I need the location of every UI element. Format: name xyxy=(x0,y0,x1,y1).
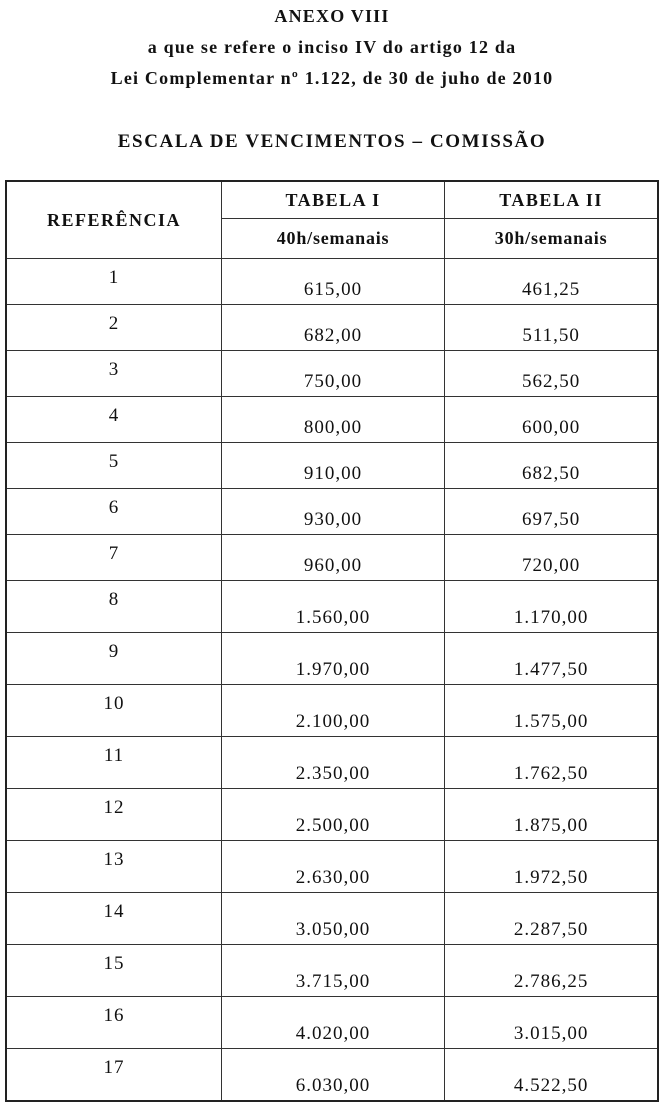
cell-tabela-i: 2.500,00 xyxy=(221,789,444,841)
header-tabela-ii: TABELA II xyxy=(445,181,658,219)
cell-tabela-ii: 511,50 xyxy=(445,305,658,351)
cell-tabela-ii: 2.786,25 xyxy=(445,945,658,997)
cell-referencia: 17 xyxy=(6,1049,221,1102)
table-row xyxy=(6,997,658,1049)
cell-referencia: 3 xyxy=(6,351,221,397)
cell-tabela-i: 800,00 xyxy=(221,397,444,443)
cell-referencia: 11 xyxy=(6,737,221,789)
cell-tabela-i: 2.100,00 xyxy=(221,685,444,737)
cell-tabela-ii: 1.972,50 xyxy=(445,841,658,893)
table-row xyxy=(6,841,658,893)
cell-referencia: 16 xyxy=(6,997,221,1049)
cell-referencia: 15 xyxy=(6,945,221,997)
cell-tabela-i: 960,00 xyxy=(221,535,444,581)
scale-title: ESCALA DE VENCIMENTOS – COMISSÃO xyxy=(117,131,547,152)
cell-referencia: 6 xyxy=(6,489,221,535)
cell-tabela-i: 2.630,00 xyxy=(221,841,444,893)
cell-tabela-i: 1.970,00 xyxy=(221,633,444,685)
salary-scale-table xyxy=(5,180,659,1102)
cell-tabela-ii: 461,25 xyxy=(445,259,658,305)
cell-referencia: 5 xyxy=(6,443,221,489)
cell-referencia: 2 xyxy=(6,305,221,351)
table-header-row xyxy=(6,181,658,219)
cell-tabela-i: 4.020,00 xyxy=(221,997,444,1049)
table-row xyxy=(6,945,658,997)
table-row xyxy=(6,305,658,351)
cell-tabela-i: 750,00 xyxy=(221,351,444,397)
table-row xyxy=(6,397,658,443)
annex-title: ANEXO VIII xyxy=(274,6,390,26)
cell-tabela-i: 2.350,00 xyxy=(221,737,444,789)
cell-tabela-ii: 720,00 xyxy=(445,535,658,581)
cell-referencia: 9 xyxy=(6,633,221,685)
header-tabela-i-hours: 40h/semanais xyxy=(221,219,444,259)
cell-referencia: 1 xyxy=(6,259,221,305)
table-row xyxy=(6,535,658,581)
table-row xyxy=(6,443,658,489)
header-tabela-i: TABELA I xyxy=(221,181,444,219)
cell-tabela-ii: 1.477,50 xyxy=(445,633,658,685)
table-row xyxy=(6,737,658,789)
table-row xyxy=(6,789,658,841)
cell-tabela-ii: 697,50 xyxy=(445,489,658,535)
cell-tabela-i: 1.560,00 xyxy=(221,581,444,633)
table-row xyxy=(6,581,658,633)
cell-tabela-ii: 2.287,50 xyxy=(445,893,658,945)
cell-tabela-ii: 1.762,50 xyxy=(445,737,658,789)
table-row xyxy=(6,1049,658,1102)
cell-tabela-ii: 600,00 xyxy=(445,397,658,443)
cell-tabela-ii: 682,50 xyxy=(445,443,658,489)
cell-tabela-i: 6.030,00 xyxy=(221,1049,444,1102)
annex-reference-line-1: a que se refere o inciso IV do artigo 12 da xyxy=(147,37,517,57)
cell-tabela-i: 682,00 xyxy=(221,305,444,351)
cell-referencia: 12 xyxy=(6,789,221,841)
cell-referencia: 10 xyxy=(6,685,221,737)
cell-tabela-i: 615,00 xyxy=(221,259,444,305)
cell-tabela-i: 910,00 xyxy=(221,443,444,489)
table-row xyxy=(6,685,658,737)
cell-tabela-ii: 4.522,50 xyxy=(445,1049,658,1102)
cell-tabela-ii: 1.875,00 xyxy=(445,789,658,841)
header-referencia: REFERÊNCIA xyxy=(6,181,221,259)
cell-tabela-ii: 1.575,00 xyxy=(445,685,658,737)
table-row xyxy=(6,489,658,535)
table-row xyxy=(6,351,658,397)
cell-tabela-ii: 562,50 xyxy=(445,351,658,397)
cell-referencia: 4 xyxy=(6,397,221,443)
table-row xyxy=(6,259,658,305)
cell-tabela-i: 930,00 xyxy=(221,489,444,535)
cell-referencia: 14 xyxy=(6,893,221,945)
table-row xyxy=(6,633,658,685)
cell-tabela-i: 3.050,00 xyxy=(221,893,444,945)
header-tabela-ii-hours: 30h/semanais xyxy=(445,219,658,259)
cell-tabela-i: 3.715,00 xyxy=(221,945,444,997)
cell-referencia: 13 xyxy=(6,841,221,893)
cell-referencia: 7 xyxy=(6,535,221,581)
table-row xyxy=(6,893,658,945)
cell-referencia: 8 xyxy=(6,581,221,633)
cell-tabela-ii: 1.170,00 xyxy=(445,581,658,633)
cell-tabela-ii: 3.015,00 xyxy=(445,997,658,1049)
annex-reference-line-2: Lei Complementar nº 1.122, de 30 de juho de 2010 xyxy=(110,68,554,88)
